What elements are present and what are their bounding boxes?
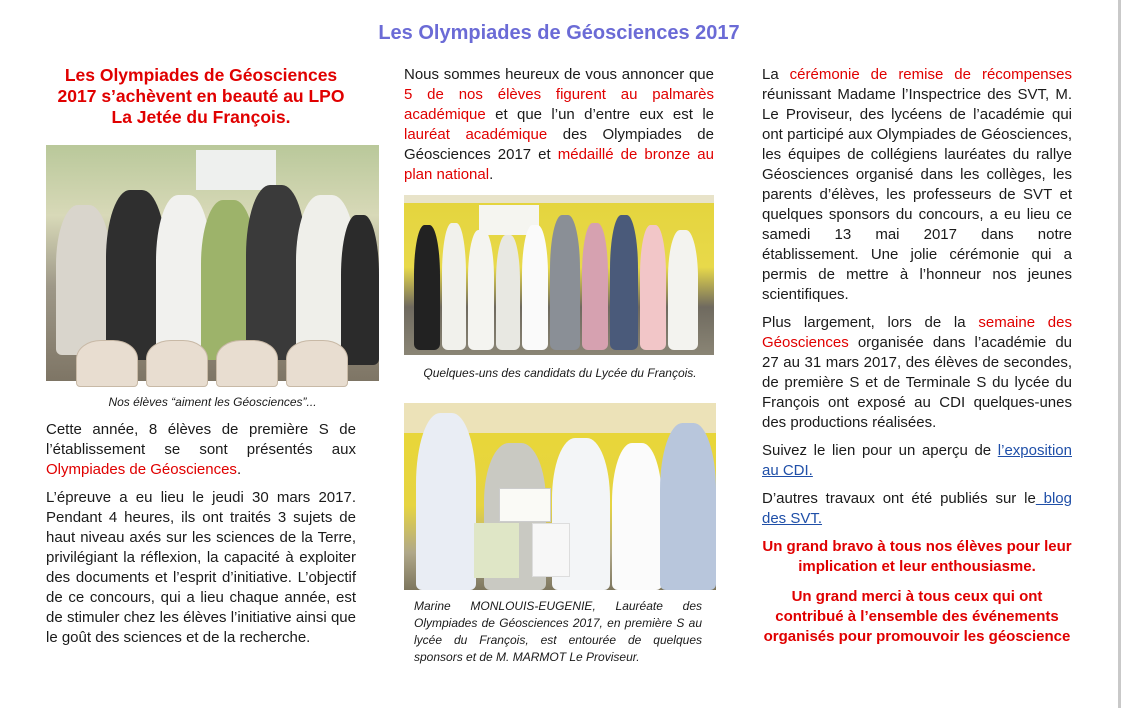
photo2-caption: Quelques-uns des candidats du Lycée du François. <box>423 366 697 380</box>
photo-gift-bag <box>532 523 570 577</box>
text: Nous sommes heureux de vous annoncer que <box>404 66 714 83</box>
highlight: lauréat académique <box>404 126 548 143</box>
highlight: 5 de nos élèves figurent au palmarès académique <box>404 86 714 123</box>
photo-group-celebrating <box>46 145 379 381</box>
photo-person <box>341 215 379 365</box>
paragraph-blog <box>762 489 1072 529</box>
highlight: cérémonie de remise de récompenses <box>789 66 1072 83</box>
headline: Les Olympiades de Géosciences 2017 s’achèvent en beauté au LPO La Jetée du François. <box>57 65 345 127</box>
paragraph-intro <box>46 420 356 480</box>
photo-person <box>610 215 638 350</box>
photo2-caption-box <box>404 365 716 381</box>
text: . <box>236 461 242 478</box>
photo-chair <box>146 340 208 387</box>
photo-diploma <box>499 488 551 522</box>
photo1-caption-box <box>46 394 379 410</box>
photo-person <box>416 413 476 590</box>
photo-person <box>496 235 520 350</box>
text: Plus largement, lors de la <box>762 314 979 331</box>
column-left-text <box>46 420 356 656</box>
page-title: Les Olympiades de Géosciences 2017 <box>378 22 740 44</box>
photo-person <box>550 215 580 350</box>
column-left <box>46 65 356 136</box>
photo-chair <box>286 340 348 387</box>
text: organisée dans l’académie du 27 au 31 mars 2017, des élèves de secondes, de première S et de Terminale S du lycée du François ont exposé au CDI quelques-unes des productions réalisées. <box>762 334 1072 431</box>
photo-person <box>56 205 111 355</box>
photo3-caption-box <box>414 598 702 666</box>
text: Cette année, 8 élèves de première S de l’établissement se sont présentés aux <box>46 421 356 458</box>
photo-person <box>582 223 608 350</box>
text: La <box>762 66 790 83</box>
paragraph-semaine <box>762 313 1072 433</box>
photo-laureate <box>404 403 716 590</box>
photo3-caption: Marine MONLOUIS-EUGENIE, Lauréate des Olympiades de Géosciences 2017, en première S au lycée du François, est entourée de quelques sponsors et de M. MARMOT Le Proviseur. <box>414 599 702 664</box>
highlight: médaillé de bronze au plan national <box>404 146 714 183</box>
column-middle <box>404 65 714 193</box>
paragraph-announce <box>404 65 714 185</box>
photo1-caption: Nos élèves “aiment les Géosciences”... <box>108 395 317 409</box>
text: réunissant Madame l’Inspectrice des SVT, M. Le Proviseur, des lycéens de l’académie qui ont participé aux Olympiades de Géosciences, les équipes de collégiens lauréates du rallye Géosciences organisé dans les collèges, les parents d’élèves, les professeurs de SVT et quelques sponsors du concours, a eu lieu ce samedi 13 mai 2017 dans notre établissement. Une jolie cérémonie qui a permis de mettre à l’honneur nos jeunes scientifiques. <box>762 86 1072 303</box>
closing-bravo: Un grand bravo à tous nos élèves pour leur implication et leur enthousiasme. <box>762 538 1072 575</box>
text: Suivez le lien pour un aperçu de <box>762 442 998 459</box>
column-right <box>762 65 1072 657</box>
photo-person <box>612 443 662 590</box>
text: et que l’un d’entre eux est le <box>485 106 714 123</box>
photo-person <box>640 225 666 350</box>
text: des Olympiades de Géosciences 2017 et <box>404 126 714 163</box>
photo-candidates <box>404 195 714 355</box>
photo-chair <box>76 340 138 387</box>
photo-person <box>522 225 548 350</box>
blog-link[interactable]: blog des SVT. <box>762 490 1072 527</box>
paragraph-epreuve: L’épreuve a eu lieu le jeudi 30 mars 2017. Pendant 4 heures, ils ont traités 3 sujets de haut niveau axés sur les sciences de la Terre, privilégiant la réflexion, la capacité à exploiter des documents et l’esprit d’initiative. L’objectif de ce concours, qui a lieu chaque année, est de stimuler chez les élèves l’initiative ainsi que le goût des sciences et de la recherche. <box>46 489 356 646</box>
photo-person <box>468 230 494 350</box>
photo-person <box>660 423 716 590</box>
highlight: Olympiades de Géosciences <box>46 461 237 478</box>
photo-chair <box>216 340 278 387</box>
photo-screen <box>196 150 276 190</box>
highlight: semaine des Géosciences <box>762 314 1072 351</box>
photo-ceiling <box>404 195 714 203</box>
photo-person <box>442 223 466 350</box>
paragraph-ceremony <box>762 65 1072 305</box>
closing-merci: Un grand merci à tous ceux qui ont contribué à l’ensemble des événements organisés pour promouvoir les géoscience <box>763 588 1071 645</box>
photo-person <box>668 230 698 350</box>
exposition-link[interactable]: l’exposition au CDI. <box>762 442 1072 479</box>
photo-gift-bag <box>474 523 519 578</box>
text: D’autres travaux ont été publiés sur le <box>762 490 1036 507</box>
text: . <box>489 166 494 183</box>
paragraph-exposition <box>762 441 1072 481</box>
photo-person <box>414 225 440 350</box>
